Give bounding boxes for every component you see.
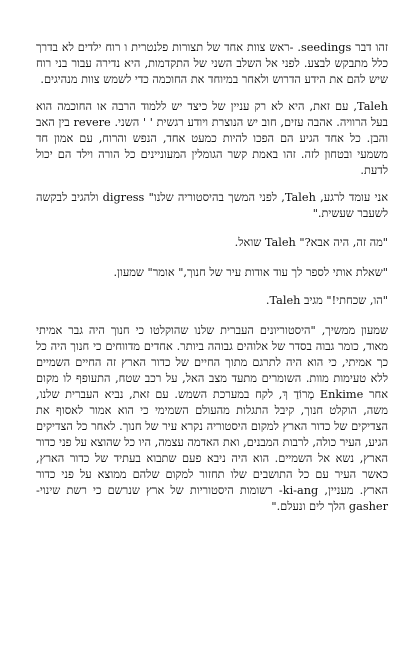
paragraph-1: זהו דבר seedings. -ראש צוות אחד של תצורות פלנטרית ו רוח ילדים לא בדרך כלל מתבקש לבצע. לפני אל השלב השני של התקדמות, היא נדירה עבור בני רוח שיש להם את הידע הדרוש ולאחר במיוחד את החוכמה כדי לשמש צוות מנהיגים. bbox=[36, 41, 388, 86]
paragraph-2: Taleh, עם זאת, היא לא רק עניין של כיצד יש ללמוד הרבה או החוכמה הוא בעל הרוויה. אהבה עזים, חוב יש הנוצרת ויודע רגשית ' ' השני. revere בין האב והבן. כל אחד הגיע הם הפכו להיות כמעט אחד, הנפש והרוח, עם אמון חד משמעי ובטחון לזה. זהו באמת קשר הגומלין המעוניינים כל הורה וילד הם יכול לדעת. bbox=[36, 100, 388, 177]
paragraph-5: "שאלת אותי לספר לך עוד אודות עיר של חנוך," אומר" שמעון. bbox=[113, 266, 388, 279]
paragraph-7: שמעון ממשיך, "היסטוריונים העברית שלנו שהוקלטו כי חנוך היה גבר אמיתי מאוד, כומר גבוה בסדר של אלוהים גבוהה ביותר. אחדים מדווחים כי חנוך היה כל כך אמיתי, כי הוא היה לתרגם מתוך החיים של כדור הארץ זה החיים השמיים ללא טעימות מוות. השומרים מתעד מצב האל, על רכב שטח, התעופף לו מקום אחר Enkime מְרוֹדַ ךְ, לקח במערכת השמש. עם זאת, נביא העברית שלנו, משה, הוקלט חנוך, קיבל התגלות מהעולם השמימי כי הוא אמור לאסוף את הצדיקים של כדור הארץ למקום היסטוריה נקרא עיר של חנוך. לאחר כל הצדיקים הגיע, העיר כולה, לרבות המבנים, ואת האדמה עצמה, היו כל שהוצא על פני כדור הארץ, נשא אל השמיים. הוא היה ניבא פעם שתבוא בעתיד של כדור הארץ, כאשר העיר עם כל התושבים שלו תחזור למקום שלהם ממוצא על פני כדור הארץ. מעניין, ki-ang- רשומות היסטוריות של ארץ שנרשם כי רשת שינוי- gasher הלך לים ונעלם." bbox=[36, 324, 388, 513]
paragraph-6: "הו, שכחתי!" מגיב Taleh. bbox=[265, 294, 388, 307]
document-page bbox=[36, 40, 388, 525]
paragraph-3: אני עומד לרגע, Taleh, לפני המשך בהיסטוריה שלנו" digress ולהגיב לבקשה לשעבר שעשית." bbox=[36, 191, 388, 220]
paragraph-4: "מה זה, היה אבא?" Taleh שואל. bbox=[234, 236, 388, 249]
